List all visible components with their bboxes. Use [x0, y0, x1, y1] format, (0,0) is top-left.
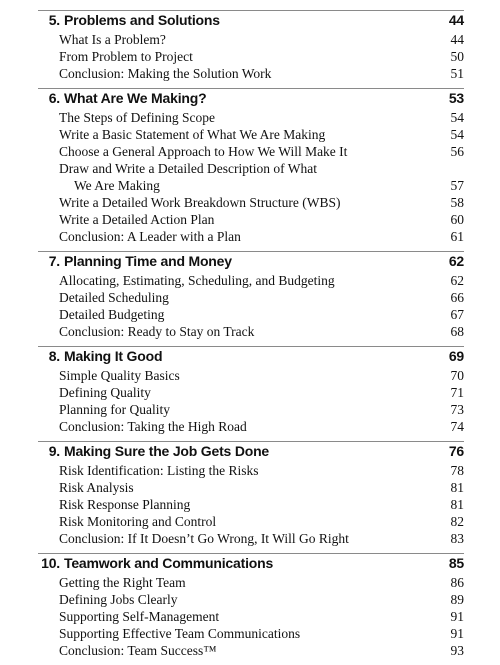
toc-entry[interactable]: [59, 306, 464, 323]
toc-entry-page-number: 44: [450, 32, 464, 47]
chapter-heading[interactable]: [38, 251, 464, 272]
chapter-number: 8.: [48, 348, 60, 364]
toc-entry[interactable]: [59, 65, 464, 82]
entry-list: [38, 574, 464, 659]
toc-entry-page-number: 54: [450, 110, 464, 125]
entry-list: [38, 109, 464, 245]
chapter-number: 7.: [48, 253, 60, 269]
toc-entry[interactable]: [59, 228, 464, 245]
toc-entry-label: Risk Analysis: [59, 480, 134, 495]
chapter-number: 10.: [41, 555, 60, 571]
entry-list: [38, 272, 464, 340]
toc-entry-label: The Steps of Defining Scope: [59, 110, 215, 125]
toc-entry[interactable]: [59, 109, 464, 126]
toc-entry-page-number: 81: [450, 480, 464, 495]
chapter-section: [38, 251, 464, 340]
chapter-page-number: 85: [448, 555, 464, 571]
toc-entry-label: Conclusion: A Leader with a Plan: [59, 229, 241, 244]
chapter-section: [38, 553, 464, 659]
toc-entry-label: Risk Response Planning: [59, 497, 191, 512]
toc-entry-page-number: 57: [450, 178, 464, 193]
toc-entry-label: Defining Jobs Clearly: [59, 592, 178, 607]
toc-entry-label: Choose a General Approach to How We Will Make It: [59, 144, 348, 159]
toc-entry[interactable]: [59, 272, 464, 289]
toc-entry-page-number: 60: [450, 212, 464, 227]
chapter-page-number: 62: [448, 253, 464, 269]
toc-entry-label: Planning for Quality: [59, 402, 170, 417]
chapter-title: Planning Time and Money: [64, 253, 232, 269]
chapter-title: Problems and Solutions: [64, 12, 220, 28]
toc-entry-label: Risk Identification: Listing the Risks: [59, 463, 259, 478]
toc-entry[interactable]: [59, 194, 464, 211]
toc-entry[interactable]: [59, 479, 464, 496]
toc-entry[interactable]: [59, 160, 464, 177]
toc-entry-page-number: 81: [450, 497, 464, 512]
toc-entry-page-number: 68: [450, 324, 464, 339]
toc-entry-label: Write a Detailed Work Breakdown Structure (WBS): [59, 195, 341, 210]
toc-entry[interactable]: [59, 625, 464, 642]
chapter-title-group: [38, 90, 206, 106]
toc-entry-page-number: 67: [450, 307, 464, 322]
chapter-title-group: [38, 555, 273, 571]
chapter-title-group: [38, 253, 232, 269]
toc-entry-page-number: 61: [450, 229, 464, 244]
toc-entry[interactable]: [59, 591, 464, 608]
chapter-title-group: [38, 348, 162, 364]
entry-list: [38, 462, 464, 547]
toc-entry-page-number: 58: [450, 195, 464, 210]
toc-entry[interactable]: [59, 574, 464, 591]
chapter-title: Making Sure the Job Gets Done: [64, 443, 270, 459]
toc-entry-page-number: 56: [450, 144, 464, 159]
toc-entry-label: Allocating, Estimating, Scheduling, and Budgeting: [59, 273, 335, 288]
toc-entry[interactable]: [59, 530, 464, 547]
chapter-title: Teamwork and Communications: [64, 555, 274, 571]
table-of-contents: [38, 10, 464, 665]
toc-entry-page-number: 82: [450, 514, 464, 529]
chapter-title: What Are We Making?: [64, 90, 207, 106]
chapter-page-number: 53: [448, 90, 464, 106]
toc-entry[interactable]: [59, 496, 464, 513]
chapter-title-group: [38, 443, 269, 459]
chapter-title-group: [38, 12, 220, 28]
toc-entry-page-number: 78: [450, 463, 464, 478]
toc-entry-label: Defining Quality: [59, 385, 151, 400]
chapter-section: [38, 441, 464, 547]
chapter-title: Making It Good: [64, 348, 163, 364]
entry-list: [38, 31, 464, 82]
entry-list: [38, 367, 464, 435]
chapter-number: 9.: [48, 443, 60, 459]
toc-entry-page-number: 91: [450, 626, 464, 641]
toc-entry[interactable]: [59, 513, 464, 530]
toc-entry-page-number: 73: [450, 402, 464, 417]
toc-entry-page-number: 91: [450, 609, 464, 624]
toc-entry-label: Conclusion: Ready to Stay on Track: [59, 324, 255, 339]
toc-entry-page-number: 83: [450, 531, 464, 546]
toc-entry-page-number: 93: [450, 643, 464, 658]
toc-entry[interactable]: [59, 289, 464, 306]
toc-entry-page-number: 86: [450, 575, 464, 590]
toc-entry-label: Draw and Write a Detailed Description of What: [59, 161, 317, 176]
toc-entry[interactable]: [59, 48, 464, 65]
toc-entry-label: Supporting Self-Management: [59, 609, 220, 624]
toc-entry-page-number: 51: [450, 66, 464, 81]
toc-entry-label: Supporting Effective Team Communications: [59, 626, 301, 641]
toc-entry-page-number: 62: [450, 273, 464, 288]
toc-entry[interactable]: [59, 608, 464, 625]
chapter-page-number: 44: [448, 12, 464, 28]
toc-entry[interactable]: [59, 401, 464, 418]
toc-entry[interactable]: [59, 367, 464, 384]
toc-entry[interactable]: [59, 211, 464, 228]
toc-entry[interactable]: [59, 384, 464, 401]
toc-entry[interactable]: [59, 31, 464, 48]
chapter-number: 6.: [48, 90, 60, 106]
toc-entry[interactable]: [59, 126, 464, 143]
toc-entry-page-number: 54: [450, 127, 464, 142]
chapter-section: [38, 10, 464, 82]
chapter-heading[interactable]: [38, 10, 464, 31]
toc-entry-label: Write a Detailed Action Plan: [59, 212, 215, 227]
toc-entry-page-number: 89: [450, 592, 464, 607]
toc-entry-label: We Are Making: [74, 178, 160, 193]
toc-entry-page-number: 50: [450, 49, 464, 64]
toc-entry-label: Detailed Scheduling: [59, 290, 169, 305]
toc-entry-page-number: 71: [450, 385, 464, 400]
toc-entry-label: Conclusion: If It Doesn’t Go Wrong, It Will Go Right: [59, 531, 349, 546]
toc-entry-label: Conclusion: Making the Solution Work: [59, 66, 272, 81]
toc-entry-label: Conclusion: Taking the High Road: [59, 419, 247, 434]
toc-entry-label: Risk Monitoring and Control: [59, 514, 217, 529]
chapter-section: [38, 346, 464, 435]
chapter-heading[interactable]: [38, 553, 464, 574]
toc-entry-page-number: 70: [450, 368, 464, 383]
toc-entry-label: Conclusion: Team Success™: [59, 643, 217, 658]
chapter-heading[interactable]: [38, 346, 464, 367]
toc-entry[interactable]: [59, 177, 464, 194]
chapter-number: 5.: [48, 12, 60, 28]
toc-entry-label: Detailed Budgeting: [59, 307, 165, 322]
toc-entry-label: Getting the Right Team: [59, 575, 186, 590]
chapter-heading[interactable]: [38, 441, 464, 462]
toc-entry[interactable]: [59, 462, 464, 479]
toc-entry[interactable]: [59, 323, 464, 340]
chapter-section: [38, 88, 464, 245]
chapter-page-number: 76: [448, 443, 464, 459]
toc-entry-page-number: 74: [450, 419, 464, 434]
toc-entry-label: What Is a Problem?: [59, 32, 166, 47]
toc-entry[interactable]: [59, 143, 464, 160]
chapter-page-number: 69: [448, 348, 464, 364]
toc-entry[interactable]: [59, 418, 464, 435]
chapter-heading[interactable]: [38, 88, 464, 109]
toc-entry-label: Simple Quality Basics: [59, 368, 180, 383]
toc-entry-label: From Problem to Project: [59, 49, 193, 64]
toc-entry-label: Write a Basic Statement of What We Are Making: [59, 127, 326, 142]
toc-entry-page-number: 66: [450, 290, 464, 305]
